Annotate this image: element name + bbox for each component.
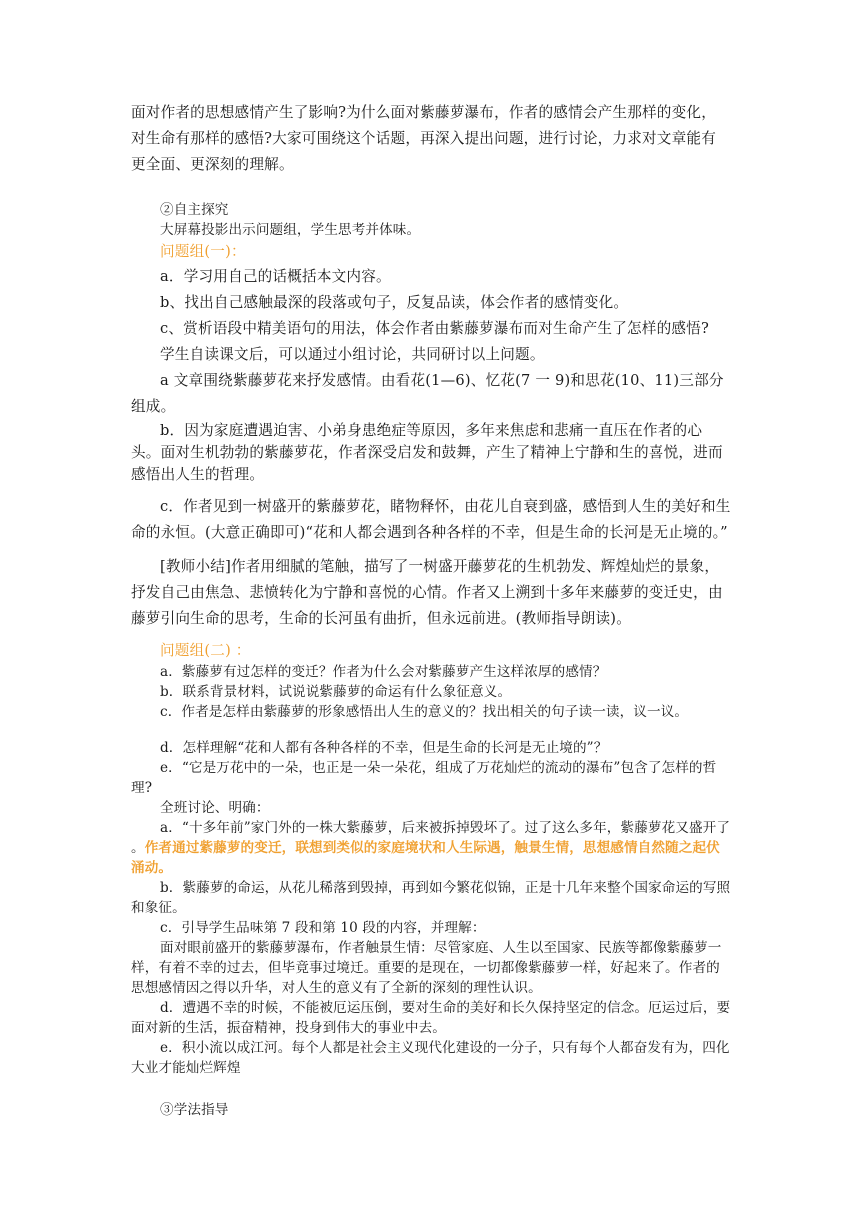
discussion-title: 全班讨论、明确：: [160, 800, 270, 816]
document-page: [131, 100, 731, 1120]
question-1a: a．学习用自己的话概括本文内容。: [160, 268, 391, 285]
intro-line-1: 面对作者的思想感情产生了影响?为什么面对紫藤萝瀑布，作者的感情会产生那样的变化，: [131, 104, 716, 121]
question-2c: c．作者是怎样由紫藤萝的形象感悟出人生的意义的？找出相关的句子读一读，议一议。: [160, 704, 689, 720]
question-1c: c、赏析语段中精美语句的用法，体会作者由紫藤萝瀑布而对生命产生了怎样的感悟?: [160, 320, 709, 337]
answer-2a-highlight: 作者通过紫藤萝的变迁，联想到类似的家庭境状和人生际遇，触景生情，思想感情自然随之起伏涌动。: [131, 840, 720, 876]
answer-2b: b．紫藤萝的命运，从花儿稀落到毁掉，再到如今繁花似锦，正是十几年来整个国家命运的写照和象征。: [131, 880, 731, 916]
intro-line-2: 对生命有那样的感悟?大家可围绕这个话题，再深入提出问题，进行讨论，力求对文章能有: [131, 130, 716, 147]
question-2e: e．“它是万花中的一朵，也正是一朵一朵花，组成了万花灿烂的流动的瀑布”包含了怎样的哲理?: [131, 760, 717, 796]
answer-2e: e．积小流以成江河。每个人都是社会主义现代化建设的一分子，只有每个人都奋发有为，四化大业才能灿烂辉煌: [131, 1040, 730, 1076]
answer-2c: c．引导学生品味第 7 段和第 10 段的内容，并理解：: [160, 920, 486, 936]
answer-2a: [131, 818, 731, 878]
section-3-heading: ③学法指导: [160, 1102, 229, 1118]
question-2b: b．联系背景材料，试说说紫藤萝的命运有什么象征意义。: [160, 684, 512, 700]
answer-2a-text: a．“十多年前”家门外的一株大紫藤萝，后来被拆掉毁坏了。过了这么多年，紫藤萝花又盛开了 。: [131, 820, 731, 856]
question-2d: d．怎样理解“花和人都有各种各样的不幸，但是生命的长河是无止境的”？: [160, 740, 608, 756]
question-group-2-title: 问题组(二) ：: [160, 642, 251, 659]
answer-1c: c．作者见到一树盛开的紫藤萝花，睹物释怀，由花儿自衰到盛，感悟到人生的美好和生命的永恒。(大意正确即可)“花和人都会遇到各种各样的不幸，但是生命的长河是无止境的。”: [131, 498, 731, 541]
section-2-instruction: 大屏幕投影出示问题组，学生思考并体味。: [160, 222, 421, 238]
teacher-summary: [教师小结]作者用细腻的笔触，描写了一树盛开藤萝花的生机勃发、辉煌灿烂的景象，抒发自己由焦急、悲愤转化为宁静和喜悦的心情。作者又上溯到十多年来藤萝的变迁史，由藤萝引向生命的思考，生命的长河虽有曲折，但永远前进。(教师指导朗读)。: [131, 558, 723, 627]
question-1b: b、找出自己感触最深的段落或句子，反复品读，体会作者的感情变化。: [160, 294, 629, 311]
answer-2c-detail: 面对眼前盛开的紫藤萝瀑布，作者触景生情：尽管家庭、人生以至国家、民族等都像紫藤萝一样，有着不幸的过去，但毕竟事过境迁。重要的是现在，一切都像紫藤萝一样，好起来了。作者的思想感情因之得以升华，对人生的意义有了全新的深刻的理性认识。: [131, 940, 722, 996]
question-2a: a．紫藤萝有过怎样的变迁？作者为什么会对紫藤萝产生这样浓厚的感情？: [160, 664, 607, 680]
answer-2d: d．遭遇不幸的时候，不能被厄运压倒，要对生命的美好和长久保持坚定的信念。厄运过后，要面对新的生活，振奋精神，投身到伟大的事业中去。: [131, 1000, 731, 1036]
answer-1a: a 文章围绕紫藤萝花来抒发感情。由看花(1—6)、忆花(7 一 9)和思花(10、11)三部分组成。: [131, 372, 724, 415]
intro-line-3: 更全面、更深刻的理解。: [131, 156, 294, 173]
question-1-note: 学生自读课文后，可以通过小组讨论，共同研讨以上问题。: [160, 346, 545, 363]
answer-1b: b．因为家庭遭遇迫害、小弟身患绝症等原因，多年来焦虑和悲痛一直压在作者的心头。面对生机勃勃的紫藤萝花，作者深受启发和鼓舞，产生了精神上宁静和生的喜悦，进而感悟出人生的哲理。: [131, 422, 723, 483]
question-group-1-title: 问题组(一)：: [160, 243, 246, 260]
section-2-heading: ②自主探究: [160, 202, 229, 218]
